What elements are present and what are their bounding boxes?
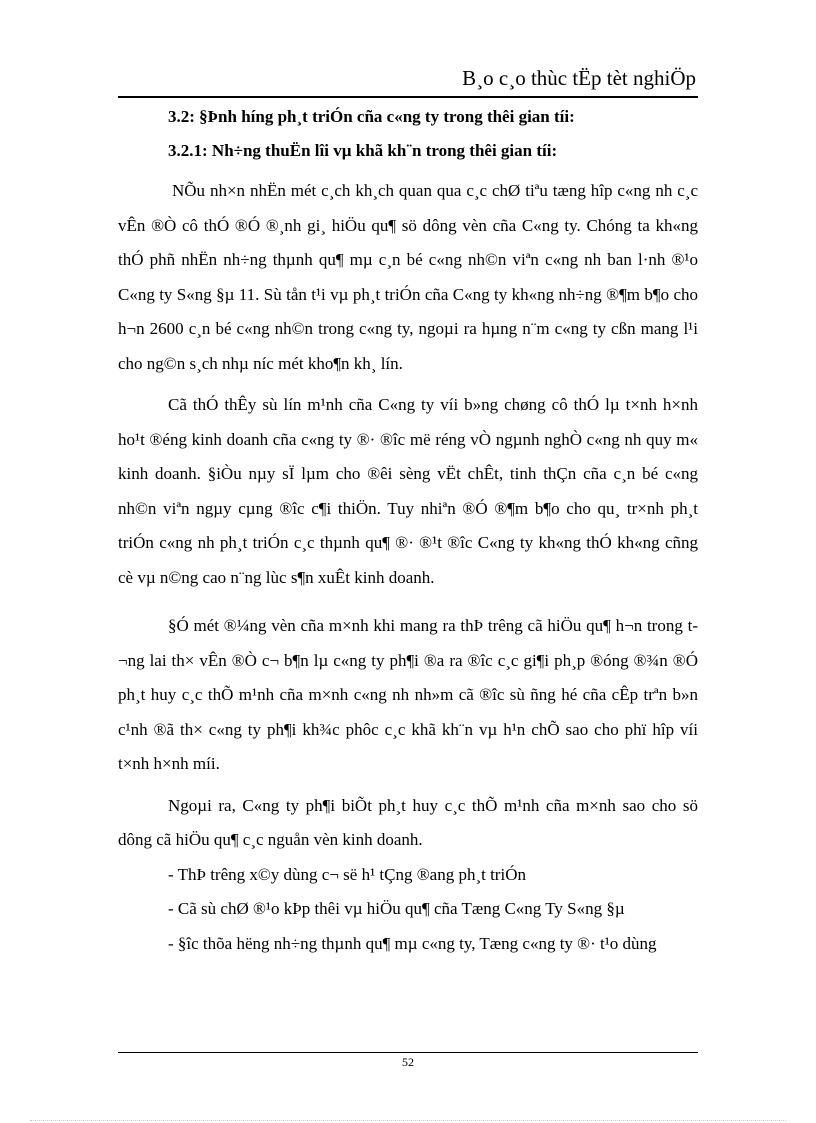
section-heading: 3.2: §Þnh híng ph¸t triÓn cña c«ng ty trong thêi gian tíi: — [168, 107, 575, 126]
body-paragraph-2: Cã thÓ thÊy sù lín m¹nh cña C«ng ty víi b»ng chøng cô thÓ lµ t×nh h×nh ho¹t ®éng kinh doanh cña c«ng ty ®· ®îc më réng vÒ ngµnh nghÒ c«ng nh quy m« kinh doanh. §iÒu nµy sÏ lµm cho ®êi sèng vËt chÊt, tinh thÇn cña c¸n bé c«ng nh©n viªn ngµy cµng ®îc c¶i thiÖn. Tuy nhiªn ®Ó ®¶m b¶o cho qu¸ tr×nh ph¸t triÓn c«ng nh ph¸t triÓn c¸c thµnh qu¶ ®· ®¹t ®îc C«ng ty kh«ng thÓ kh«ng cñng cè vµ n©ng cao n¨ng lùc s¶n xuÊt kinh doanh. — [118, 395, 698, 587]
page-body — [118, 100, 698, 961]
page-number: 52 — [402, 1055, 414, 1069]
running-header-title: B¸o c¸o thùc tËp tèt nghiÖp — [462, 66, 696, 90]
subsection-heading: 3.2.1: Nh÷ng thuËn lîi vµ khã kh¨n trong thêi gian tíi: — [168, 141, 558, 160]
page-edge-dotted-line — [30, 1120, 786, 1121]
body-paragraph-3: §Ó mét ®¼ng vèn cña m×nh khi mang ra thÞ trêng cã hiÖu qu¶ h¬n trong t¬ng lai th× vÊn ®Ò c¬ b¶n lµ c«ng ty ph¶i ®a ra ®îc c¸c gi¶i ph¸p ®óng ®¾n ®Ó ph¸t huy c¸c thÕ m¹nh cña m×nh c«ng nh nh»m cã ®îc sù ñng hé cña cÊp trªn b»n c¹nh ®ã th× c«ng ty ph¶i kh¾c phôc c¸c khã kh¨n vµ h¹n chÕ sao cho phï hîp víi t×nh h×nh míi. — [118, 616, 698, 773]
body-paragraph-4: Ngoµi ra, C«ng ty ph¶i biÕt ph¸t huy c¸c thÕ m¹nh cña m×nh sao cho sö dông cã hiÖu qu¶ c¸c nguån vèn kinh doanh. — [118, 795, 698, 849]
bullet-item-2: - Cã sù chØ ®¹o kÞp thêi vµ hiÖu qu¶ cña Tæng C«ng Ty S«ng §µ — [168, 899, 625, 918]
header-rule — [118, 96, 698, 98]
bullet-item-1: - ThÞ trêng x©y dùng c¬ së h¹ tÇng ®ang ph¸t triÓn — [168, 864, 526, 884]
bullet-item-3: - §îc thõa hëng nh÷ng thµnh qu¶ mµ c«ng ty, Tæng c«ng ty ®· t¹o dùng — [168, 933, 657, 953]
footer-rule — [118, 1052, 698, 1053]
body-paragraph-1: NÕu nh×n nhËn mét c¸ch kh¸ch quan qua c¸c chØ tiªu tæng hîp c«ng nh c¸c vÊn ®Ò cô thÓ ®Ó ®¸nh gi¸ hiÖu qu¶ sö dông vèn cña C«ng ty. Chóng ta kh«ng thÓ phñ nhËn nh÷ng thµnh qu¶ mµ c¸n bé c«ng nh©n viªn c«ng nh ban l·nh ®¹o C«ng ty S«ng §µ 11. Sù tån t¹i vµ ph¸t triÓn cña C«ng ty kh«ng nh÷ng ®¶m b¶o cho h¬n 2600 c¸n bé c«ng nh©n trong c«ng ty, ngoµi ra hµng n¨m c«ng ty cßn mang l¹i cho ng©n s¸ch nhµ níc mét kho¶n kh¸ lín. — [118, 181, 698, 373]
